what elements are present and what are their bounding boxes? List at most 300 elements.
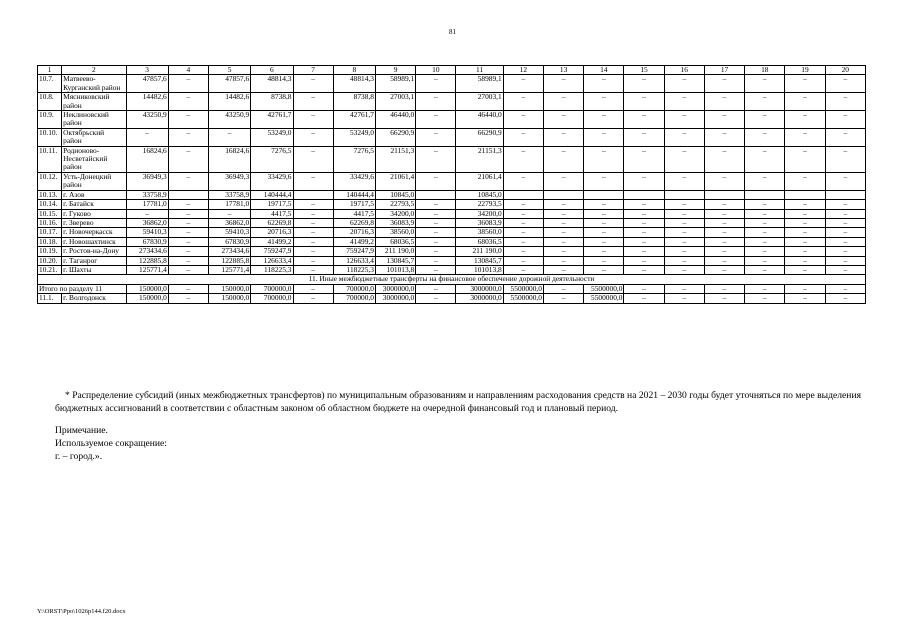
municipality-name: г. Батайск [62, 200, 126, 209]
value-cell: – [624, 172, 664, 190]
value-cell: 36083,9 [375, 218, 415, 227]
value-cell: – [624, 247, 664, 256]
value-cell: 43250,9 [209, 111, 251, 129]
value-cell: – [825, 146, 865, 172]
value-cell: – [785, 200, 825, 209]
value-cell: – [785, 93, 825, 111]
row-number: 10.17. [38, 228, 62, 237]
value-cell: – [664, 128, 704, 146]
column-number: 16 [664, 66, 704, 75]
value-cell: – [293, 93, 333, 111]
value-cell [664, 190, 704, 199]
value-cell: – [209, 128, 251, 146]
value-cell: – [704, 128, 744, 146]
table-row [38, 93, 866, 111]
total-label: Итого по разделу 11 [38, 284, 127, 293]
value-cell: 759247,9 [251, 247, 293, 256]
value-cell: 140444,4 [333, 190, 375, 199]
value-cell: 14482,6 [126, 93, 168, 111]
value-cell: – [543, 93, 583, 111]
value-cell: – [825, 237, 865, 246]
value-cell: – [293, 209, 333, 218]
table-row [38, 209, 866, 218]
value-cell: – [543, 256, 583, 265]
column-number: 6 [251, 66, 293, 75]
column-number: 7 [293, 66, 333, 75]
column-number: 19 [785, 66, 825, 75]
value-cell: – [293, 294, 333, 303]
value-cell: – [745, 247, 785, 256]
value-cell: – [704, 218, 744, 227]
value-cell: – [293, 172, 333, 190]
table-row [38, 237, 866, 246]
value-cell: – [584, 256, 624, 265]
value-cell: – [416, 93, 456, 111]
municipality-name: г. Зверево [62, 218, 126, 227]
column-number: 20 [825, 66, 865, 75]
value-cell: – [416, 247, 456, 256]
value-cell: 38560,0 [456, 228, 503, 237]
column-number: 13 [543, 66, 583, 75]
value-cell: 67830,9 [209, 237, 251, 246]
row-number: 10.15. [38, 209, 62, 218]
value-cell: – [624, 218, 664, 227]
value-cell: – [168, 294, 208, 303]
value-cell: 759247,9 [333, 247, 375, 256]
value-cell: 4417,5 [251, 209, 293, 218]
section-row [38, 275, 866, 284]
value-cell: – [543, 265, 583, 274]
value-cell: 46440,0 [375, 111, 415, 129]
value-cell: – [664, 218, 704, 227]
column-number: 17 [704, 66, 744, 75]
row-number: 10.21. [38, 265, 62, 274]
value-cell: – [624, 75, 664, 93]
value-cell: 273434,6 [209, 247, 251, 256]
value-cell: – [126, 128, 168, 146]
value-cell: – [584, 247, 624, 256]
value-cell: – [416, 172, 456, 190]
column-number: 2 [62, 66, 126, 75]
value-cell: – [825, 218, 865, 227]
value-cell: – [745, 146, 785, 172]
value-cell: 36949,3 [209, 172, 251, 190]
value-cell: – [785, 294, 825, 303]
municipality-name: Мясниковский район [62, 93, 126, 111]
value-cell: – [168, 237, 208, 246]
value-cell: 7276,5 [333, 146, 375, 172]
value-cell: 41499,2 [333, 237, 375, 246]
value-cell: – [704, 284, 744, 293]
value-cell: 125771,4 [126, 265, 168, 274]
row-number: 10.14. [38, 200, 62, 209]
value-cell: – [664, 284, 704, 293]
value-cell: – [584, 128, 624, 146]
value-cell: – [825, 265, 865, 274]
value-cell: – [825, 128, 865, 146]
value-cell: – [745, 111, 785, 129]
value-cell: 16824,6 [126, 146, 168, 172]
column-number-row [38, 66, 866, 75]
column-number: 4 [168, 66, 208, 75]
row-number: 10.10. [38, 128, 62, 146]
value-cell: 59410,3 [126, 228, 168, 237]
value-cell: 118225,3 [251, 265, 293, 274]
value-cell: – [825, 247, 865, 256]
value-cell: 150000,0 [209, 294, 251, 303]
value-cell: 10845,0 [456, 190, 503, 199]
value-cell: – [416, 294, 456, 303]
value-cell: 5500000,0 [584, 294, 624, 303]
value-cell: 118225,3 [333, 265, 375, 274]
value-cell [745, 190, 785, 199]
value-cell: 122885,8 [126, 256, 168, 265]
value-cell: – [664, 265, 704, 274]
value-cell: – [416, 237, 456, 246]
value-cell: 33429,6 [251, 172, 293, 190]
value-cell [416, 190, 456, 199]
value-cell: 38560,0 [375, 228, 415, 237]
value-cell: 46440,0 [456, 111, 503, 129]
value-cell: – [168, 128, 208, 146]
value-cell: – [664, 75, 704, 93]
column-number: 11 [456, 66, 503, 75]
value-cell: – [664, 93, 704, 111]
value-cell: 66290,9 [375, 128, 415, 146]
value-cell: – [168, 284, 208, 293]
value-cell: – [503, 172, 543, 190]
value-cell: – [168, 172, 208, 190]
value-cell: – [664, 200, 704, 209]
value-cell: 14482,6 [209, 93, 251, 111]
value-cell: 36862,0 [126, 218, 168, 227]
value-cell: – [503, 200, 543, 209]
value-cell: 47857,6 [209, 75, 251, 93]
value-cell: – [416, 228, 456, 237]
column-number: 9 [375, 66, 415, 75]
value-cell: 17781,0 [126, 200, 168, 209]
column-number: 12 [503, 66, 543, 75]
value-cell: – [503, 228, 543, 237]
value-cell: – [168, 200, 208, 209]
value-cell: – [745, 218, 785, 227]
value-cell: 101013,8 [456, 265, 503, 274]
value-cell: – [704, 237, 744, 246]
note-title: Примечание. [55, 425, 108, 436]
value-cell: – [624, 284, 664, 293]
value-cell: – [293, 200, 333, 209]
value-cell: – [704, 172, 744, 190]
budget-table [37, 65, 866, 304]
value-cell: – [704, 265, 744, 274]
value-cell: – [825, 93, 865, 111]
value-cell: – [745, 200, 785, 209]
value-cell: 62269,8 [251, 218, 293, 227]
value-cell: – [825, 200, 865, 209]
table-row [38, 111, 866, 129]
value-cell: – [624, 237, 664, 246]
value-cell: – [503, 93, 543, 111]
value-cell [624, 190, 664, 199]
value-cell: – [704, 146, 744, 172]
value-cell: 53249,0 [251, 128, 293, 146]
municipality-name: Октябрьский район [62, 128, 126, 146]
value-cell: – [624, 93, 664, 111]
value-cell [543, 190, 583, 199]
value-cell: – [416, 265, 456, 274]
value-cell: – [825, 256, 865, 265]
value-cell: – [704, 111, 744, 129]
value-cell: – [745, 128, 785, 146]
value-cell: – [785, 265, 825, 274]
value-cell: 48814,3 [251, 75, 293, 93]
value-cell: – [168, 209, 208, 218]
value-cell: 22793,5 [456, 200, 503, 209]
value-cell: 42761,7 [251, 111, 293, 129]
value-cell: 21151,3 [375, 146, 415, 172]
value-cell: 21061,4 [375, 172, 415, 190]
value-cell: – [624, 128, 664, 146]
value-cell: – [704, 256, 744, 265]
value-cell: – [503, 218, 543, 227]
value-cell: – [168, 228, 208, 237]
value-cell: – [704, 294, 744, 303]
value-cell: 21061,4 [456, 172, 503, 190]
value-cell: 3000000,0 [456, 294, 503, 303]
column-number: 1 [38, 66, 62, 75]
municipality-name: Родионово-Несветайский район [62, 146, 126, 172]
value-cell: – [825, 111, 865, 129]
value-cell: – [584, 172, 624, 190]
value-cell: – [584, 228, 624, 237]
value-cell [293, 190, 333, 199]
value-cell: – [543, 228, 583, 237]
value-cell: – [624, 294, 664, 303]
column-number: 8 [333, 66, 375, 75]
section-title: 11. Иные межбюджетные трансферты на финансовое обеспечение дорожной деятельности [38, 275, 866, 284]
row-number: 10.11. [38, 146, 62, 172]
value-cell: – [543, 172, 583, 190]
value-cell: – [543, 284, 583, 293]
value-cell: – [416, 146, 456, 172]
value-cell: 27003,1 [375, 93, 415, 111]
value-cell: 7276,5 [251, 146, 293, 172]
value-cell: – [825, 75, 865, 93]
page-number: 81 [449, 28, 456, 36]
value-cell: 59410,3 [209, 228, 251, 237]
abbreviation-item: г. – город.». [55, 451, 103, 462]
value-cell: – [503, 111, 543, 129]
value-cell: – [785, 128, 825, 146]
value-cell: – [293, 111, 333, 129]
value-cell: – [785, 256, 825, 265]
value-cell: – [584, 218, 624, 227]
value-cell: 34200,0 [375, 209, 415, 218]
table-row [38, 256, 866, 265]
value-cell: 21151,3 [456, 146, 503, 172]
value-cell: – [745, 256, 785, 265]
value-cell: 5500000,0 [503, 284, 543, 293]
value-cell: 33429,6 [333, 172, 375, 190]
value-cell: – [624, 111, 664, 129]
value-cell: 700000,0 [333, 294, 375, 303]
municipality-name: Матвеево-Курганский район [62, 75, 126, 93]
value-cell: 101013,8 [375, 265, 415, 274]
value-cell: – [543, 218, 583, 227]
value-cell: – [584, 93, 624, 111]
value-cell: – [543, 111, 583, 129]
value-cell [168, 190, 208, 199]
value-cell: – [584, 146, 624, 172]
row-number: 10.19. [38, 247, 62, 256]
column-number: 5 [209, 66, 251, 75]
value-cell: 43250,9 [126, 111, 168, 129]
row-number: 10.20. [38, 256, 62, 265]
value-cell: – [168, 218, 208, 227]
value-cell: 20716,3 [333, 228, 375, 237]
value-cell: 122885,8 [209, 256, 251, 265]
value-cell: – [664, 237, 704, 246]
table-row [38, 200, 866, 209]
value-cell: – [293, 228, 333, 237]
value-cell: 211 190,0 [375, 247, 415, 256]
value-cell: – [825, 284, 865, 293]
value-cell: – [624, 228, 664, 237]
value-cell: 150000,0 [209, 284, 251, 293]
value-cell: 5500000,0 [503, 294, 543, 303]
value-cell [704, 190, 744, 199]
file-path: Y:\ORST\Ppo\1026p144.f20.docx [37, 608, 126, 615]
value-cell: – [584, 209, 624, 218]
column-number: 10 [416, 66, 456, 75]
value-cell: 68036,5 [375, 237, 415, 246]
column-number: 15 [624, 66, 664, 75]
value-cell: – [416, 209, 456, 218]
table-row [38, 146, 866, 172]
value-cell: 3000000,0 [375, 294, 415, 303]
value-cell: – [745, 228, 785, 237]
value-cell: 62269,8 [333, 218, 375, 227]
municipality-name: г. Ростов-на-Дону [62, 247, 126, 256]
value-cell: 42761,7 [333, 111, 375, 129]
value-cell: – [704, 93, 744, 111]
table-row [38, 284, 866, 293]
value-cell: – [293, 256, 333, 265]
value-cell: 150000,0 [126, 284, 168, 293]
value-cell: – [543, 237, 583, 246]
value-cell: – [745, 172, 785, 190]
value-cell [785, 190, 825, 199]
value-cell: – [785, 247, 825, 256]
value-cell: 4417,5 [333, 209, 375, 218]
value-cell: – [785, 111, 825, 129]
value-cell: – [704, 209, 744, 218]
value-cell: – [543, 209, 583, 218]
row-number: 10.12. [38, 172, 62, 190]
value-cell: – [168, 75, 208, 93]
value-cell [584, 190, 624, 199]
value-cell: 20716,3 [251, 228, 293, 237]
value-cell: – [584, 200, 624, 209]
value-cell: – [785, 228, 825, 237]
value-cell: – [825, 228, 865, 237]
value-cell: – [168, 146, 208, 172]
value-cell: 22793,5 [375, 200, 415, 209]
value-cell: – [293, 128, 333, 146]
value-cell: 273434,6 [126, 247, 168, 256]
value-cell: 125771,4 [209, 265, 251, 274]
value-cell: – [584, 265, 624, 274]
value-cell: – [664, 146, 704, 172]
value-cell: – [293, 146, 333, 172]
value-cell: 211 190,0 [456, 247, 503, 256]
value-cell: 36949,3 [126, 172, 168, 190]
value-cell: 3000000,0 [375, 284, 415, 293]
value-cell: – [664, 247, 704, 256]
value-cell: 140444,4 [251, 190, 293, 199]
value-cell: – [543, 75, 583, 93]
table-row [38, 75, 866, 93]
value-cell: – [126, 209, 168, 218]
value-cell: 19717,5 [251, 200, 293, 209]
value-cell: – [785, 218, 825, 227]
value-cell: – [624, 209, 664, 218]
table-row [38, 228, 866, 237]
municipality-name: Усть-Донецкий район [62, 172, 126, 190]
value-cell: – [416, 75, 456, 93]
table-row [38, 190, 866, 199]
row-number: 10.9. [38, 111, 62, 129]
value-cell: – [745, 209, 785, 218]
value-cell: – [785, 284, 825, 293]
value-cell: – [745, 284, 785, 293]
value-cell: 34200,0 [456, 209, 503, 218]
row-number: 10.8. [38, 93, 62, 111]
row-number: 11.1. [38, 294, 62, 303]
value-cell: – [168, 256, 208, 265]
value-cell: – [503, 146, 543, 172]
value-cell [503, 190, 543, 199]
value-cell: 126633,4 [333, 256, 375, 265]
value-cell: – [584, 111, 624, 129]
value-cell: – [503, 128, 543, 146]
value-cell: – [293, 247, 333, 256]
value-cell: – [503, 209, 543, 218]
table-row [38, 265, 866, 274]
value-cell: – [664, 294, 704, 303]
row-number: 10.18. [38, 237, 62, 246]
municipality-name: г. Гуково [62, 209, 126, 218]
value-cell: – [624, 146, 664, 172]
value-cell: – [543, 146, 583, 172]
column-number: 14 [584, 66, 624, 75]
value-cell: 33758,9 [126, 190, 168, 199]
value-cell: – [704, 200, 744, 209]
value-cell: – [745, 93, 785, 111]
value-cell: – [503, 75, 543, 93]
value-cell: 130845,7 [456, 256, 503, 265]
value-cell: – [168, 93, 208, 111]
value-cell: – [543, 294, 583, 303]
value-cell: 36862,0 [209, 218, 251, 227]
value-cell: – [293, 75, 333, 93]
value-cell: – [293, 265, 333, 274]
value-cell: – [584, 75, 624, 93]
value-cell: 150000,0 [126, 294, 168, 303]
value-cell: – [785, 209, 825, 218]
value-cell: – [745, 265, 785, 274]
value-cell: 53249,0 [333, 128, 375, 146]
